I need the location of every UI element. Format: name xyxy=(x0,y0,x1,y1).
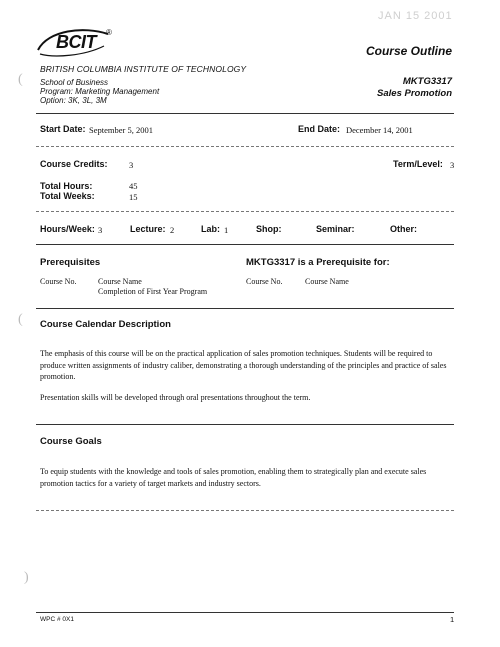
credits-divider xyxy=(36,211,454,212)
total-weeks-value: 15 xyxy=(129,192,138,202)
logo-text: BCIT xyxy=(56,32,96,52)
lab-label: Lab: xyxy=(201,224,220,234)
lecture-value: 2 xyxy=(170,225,175,235)
shop-label: Shop: xyxy=(256,224,282,234)
end-date-label: End Date: xyxy=(298,124,341,134)
description-paragraph-2: Presentation skills will be developed through oral presentations throughout the term. xyxy=(40,393,311,402)
course-credits-label: Course Credits: xyxy=(40,159,108,169)
course-name: Sales Promotion xyxy=(377,88,452,99)
lab-value: 1 xyxy=(224,225,229,235)
goals-paragraph-1: To equip students with the knowledge and tools of sales promotion, enabling them to strategically plan and execute sales promotion tactics for a variety of target markets and industry sectors. xyxy=(40,467,427,488)
description-divider xyxy=(36,424,454,425)
description-paragraph-1: The emphasis of this course will be on the practical application of sales promotion techniques. Students will be required to produce written assignments of industry caliber, demonstrating a thorough understanding of the principles and practice of sales promotion. xyxy=(40,349,447,381)
header-divider xyxy=(36,113,454,114)
other-label: Other: xyxy=(390,224,417,234)
total-hours-label: Total Hours: xyxy=(40,181,93,191)
hours-week-value: 3 xyxy=(98,225,103,235)
school-name: School of Business xyxy=(40,78,109,87)
goals-heading: Course Goals xyxy=(40,436,102,447)
dates-divider xyxy=(36,146,454,147)
prereq-for-col-course-no: Course No. xyxy=(246,277,283,286)
prereq-for-col-course-name: Course Name xyxy=(305,277,349,286)
prereq-col-course-no: Course No. xyxy=(40,277,77,286)
bcit-logo xyxy=(34,26,114,60)
total-hours-value: 45 xyxy=(129,181,138,191)
institution-name: BRITISH COLUMBIA INSTITUTE OF TECHNOLOGY xyxy=(40,64,247,74)
start-date-value: September 5, 2001 xyxy=(89,125,153,135)
seminar-label: Seminar: xyxy=(316,224,355,234)
hours-divider xyxy=(36,244,454,245)
punch-hole-mark-icon: ( xyxy=(18,72,23,87)
prereq-col-course-name: Course Name xyxy=(98,277,142,286)
goals-divider xyxy=(36,510,454,511)
footer-doc-code: WPC # 0X1 xyxy=(40,616,74,623)
description-heading: Course Calendar Description xyxy=(40,319,171,330)
total-weeks-label: Total Weeks: xyxy=(40,191,95,201)
prerequisite-for-heading: MKTG3317 is a Prerequisite for: xyxy=(246,257,390,268)
lecture-label: Lecture: xyxy=(130,224,166,234)
end-date-value: December 14, 2001 xyxy=(346,125,413,135)
term-level-label: Term/Level: xyxy=(393,159,443,169)
prereq-item: Completion of First Year Program xyxy=(98,287,208,296)
footer-divider xyxy=(36,612,454,613)
prereq-divider xyxy=(36,308,454,309)
punch-hole-mark-icon: ) xyxy=(24,570,29,585)
course-credits-value: 3 xyxy=(129,160,134,170)
course-code: MKTG3317 xyxy=(402,76,452,87)
hours-week-label: Hours/Week: xyxy=(40,224,95,234)
program-option: Option: 3K, 3L, 3M xyxy=(40,96,107,105)
page-number: 1 xyxy=(450,615,455,624)
logo-registered-mark: ® xyxy=(106,28,112,37)
term-level-value: 3 xyxy=(450,160,455,170)
program-name: Program: Marketing Management xyxy=(40,87,160,96)
punch-hole-mark-icon: ( xyxy=(18,312,23,327)
document-title: Course Outline xyxy=(365,44,452,58)
prerequisites-heading: Prerequisites xyxy=(40,257,101,268)
start-date-label: Start Date: xyxy=(40,124,86,134)
date-received-stamp: JAN 15 2001 xyxy=(378,10,453,22)
